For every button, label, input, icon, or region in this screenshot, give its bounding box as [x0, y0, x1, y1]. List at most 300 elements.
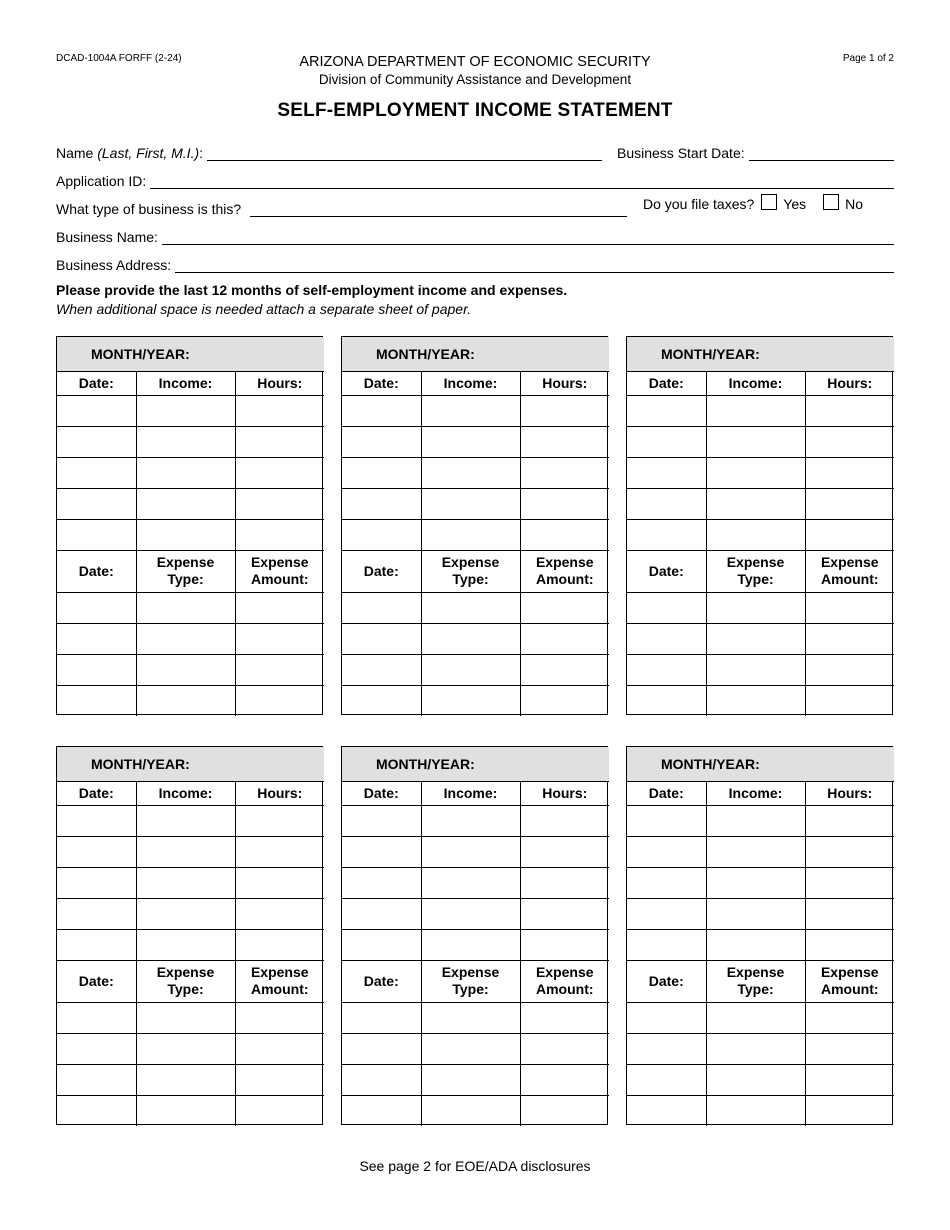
income-cell[interactable]: [421, 898, 520, 929]
expense-type-cell[interactable]: [136, 1002, 235, 1033]
name-input[interactable]: [207, 145, 606, 160]
expense-row: [57, 1095, 324, 1126]
business-type-line: [250, 200, 627, 217]
date-cell[interactable]: [57, 395, 136, 426]
income-header: Income:: [421, 371, 520, 395]
name-line: [207, 144, 602, 161]
month-year-row: [627, 337, 894, 371]
income-cell[interactable]: [136, 898, 235, 929]
date-cell[interactable]: [627, 519, 706, 550]
expense-type-cell[interactable]: [421, 623, 520, 654]
expense-row: [342, 685, 609, 716]
expense-amount-header: [520, 960, 609, 1002]
hours-cell[interactable]: [805, 488, 894, 519]
business-type-label: What type of business is this?: [56, 201, 242, 217]
expense-type-header-line2: Type:: [452, 571, 489, 587]
expense-date-cell[interactable]: [342, 1095, 421, 1126]
hours-cell[interactable]: [235, 929, 324, 960]
income-cell[interactable]: [706, 395, 805, 426]
income-cell[interactable]: [421, 519, 520, 550]
income-cell[interactable]: [706, 898, 805, 929]
hours-cell[interactable]: [235, 488, 324, 519]
file-taxes-yes-checkbox[interactable]: [761, 194, 777, 210]
date-cell[interactable]: [57, 805, 136, 836]
expense-amount-cell[interactable]: [805, 1033, 894, 1064]
income-row: [627, 519, 894, 550]
business-name-row: [56, 225, 894, 245]
hours-cell[interactable]: [235, 898, 324, 929]
expense-date-cell[interactable]: [57, 592, 136, 623]
income-cell[interactable]: [136, 867, 235, 898]
month-year-row: [57, 337, 324, 371]
expense-date-cell[interactable]: [342, 592, 421, 623]
expense-date-cell[interactable]: [57, 1002, 136, 1033]
expense-date-cell[interactable]: [627, 1033, 706, 1064]
file-taxes-yes-label: Yes: [783, 196, 807, 212]
expense-row: [627, 685, 894, 716]
expense-type-cell[interactable]: [706, 592, 805, 623]
expense-amount-header-line1: Expense: [535, 964, 594, 980]
application-id-label: Application ID:: [56, 173, 147, 189]
expense-type-cell[interactable]: [136, 1033, 235, 1064]
name-row: [56, 141, 602, 161]
instructions: [56, 281, 567, 319]
income-cell[interactable]: [136, 836, 235, 867]
income-cell[interactable]: [421, 805, 520, 836]
income-row: [57, 488, 324, 519]
expense-date-cell[interactable]: [342, 1033, 421, 1064]
expense-type-cell[interactable]: [421, 1033, 520, 1064]
hours-cell[interactable]: [805, 426, 894, 457]
expense-row: [627, 623, 894, 654]
income-header: Income:: [136, 371, 235, 395]
income-cell[interactable]: [706, 867, 805, 898]
hours-cell[interactable]: [520, 805, 609, 836]
page-number: Page 1 of 2: [842, 53, 894, 64]
month-year-row: [57, 747, 324, 781]
month-table: [57, 747, 324, 1126]
month-year-row: [342, 337, 609, 371]
income-row: [627, 488, 894, 519]
income-row: [627, 426, 894, 457]
expense-type-cell[interactable]: [136, 1064, 235, 1095]
date-cell[interactable]: [57, 867, 136, 898]
income-row: [342, 488, 609, 519]
file-taxes-label: Do you file taxes?: [643, 196, 755, 212]
expense-row: [627, 1002, 894, 1033]
expense-type-cell[interactable]: [706, 623, 805, 654]
form-title: SELF-EMPLOYMENT INCOME STATEMENT: [277, 100, 673, 121]
expense-date-cell[interactable]: [627, 654, 706, 685]
expense-amount-cell[interactable]: [520, 1002, 609, 1033]
income-row: [627, 867, 894, 898]
income-cell[interactable]: [421, 836, 520, 867]
expense-date-header: Date:: [342, 960, 421, 1002]
name-label-hint: (Last, First, M.I.): [97, 145, 200, 161]
expense-date-header: Date:: [342, 550, 421, 592]
income-cell[interactable]: [421, 929, 520, 960]
expense-header-row: [627, 550, 894, 592]
month-table: [627, 747, 894, 1126]
expense-type-cell[interactable]: [706, 654, 805, 685]
expense-date-cell[interactable]: [627, 1064, 706, 1095]
date-cell[interactable]: [342, 929, 421, 960]
expense-type-cell[interactable]: [421, 654, 520, 685]
income-header: Income:: [706, 371, 805, 395]
date-header: Date:: [342, 371, 421, 395]
name-label: [56, 145, 207, 161]
expense-date-cell[interactable]: [627, 1095, 706, 1126]
income-cell[interactable]: [706, 519, 805, 550]
expense-date-cell[interactable]: [342, 623, 421, 654]
expense-type-cell[interactable]: [706, 1033, 805, 1064]
income-cell[interactable]: [706, 836, 805, 867]
hours-cell[interactable]: [805, 805, 894, 836]
month-year-label[interactable]: MONTH/YEAR:: [627, 747, 894, 781]
expense-type-header-line1: Expense: [441, 554, 500, 570]
business-address-input[interactable]: [175, 257, 898, 272]
expense-date-cell[interactable]: [627, 1002, 706, 1033]
expense-amount-cell[interactable]: [235, 1064, 324, 1095]
income-cell[interactable]: [421, 426, 520, 457]
expense-date-cell[interactable]: [342, 1064, 421, 1095]
income-row: [342, 929, 609, 960]
business-name-line: [162, 228, 894, 245]
hours-cell[interactable]: [235, 836, 324, 867]
expense-type-header-line1: Expense: [726, 554, 785, 570]
expense-row: [342, 623, 609, 654]
date-cell[interactable]: [627, 836, 706, 867]
date-cell[interactable]: [57, 488, 136, 519]
date-cell[interactable]: [342, 426, 421, 457]
expense-type-cell[interactable]: [421, 685, 520, 716]
month-block: [56, 336, 323, 715]
income-cell[interactable]: [421, 457, 520, 488]
date-cell[interactable]: [57, 426, 136, 457]
income-row: [57, 457, 324, 488]
expense-amount-cell[interactable]: [520, 1095, 609, 1126]
income-cell[interactable]: [136, 395, 235, 426]
month-year-label[interactable]: MONTH/YEAR:: [342, 747, 609, 781]
month-block: [626, 336, 893, 715]
month-year-label[interactable]: MONTH/YEAR:: [57, 337, 324, 371]
application-id-input[interactable]: [150, 173, 898, 188]
expense-date-cell[interactable]: [627, 623, 706, 654]
expense-amount-cell[interactable]: [805, 1095, 894, 1126]
expense-amount-cell[interactable]: [235, 1002, 324, 1033]
expense-date-cell[interactable]: [342, 1002, 421, 1033]
income-row: [57, 836, 324, 867]
income-cell[interactable]: [706, 488, 805, 519]
expense-amount-header-line1: Expense: [820, 964, 879, 980]
expense-amount-header-line2: Amount:: [820, 571, 879, 587]
hours-cell[interactable]: [520, 457, 609, 488]
income-header-row: [57, 371, 324, 395]
income-cell[interactable]: [136, 457, 235, 488]
date-cell[interactable]: [57, 929, 136, 960]
name-label-text: Name: [56, 145, 98, 161]
income-cell[interactable]: [706, 457, 805, 488]
income-header: Income:: [706, 781, 805, 805]
income-row: [57, 898, 324, 929]
date-cell[interactable]: [342, 836, 421, 867]
expense-type-header: [421, 960, 520, 1002]
income-cell[interactable]: [136, 519, 235, 550]
footer-note: See page 2 for EOE/ADA disclosures: [359, 1158, 591, 1174]
income-cell[interactable]: [136, 488, 235, 519]
expense-row: [342, 1064, 609, 1095]
income-row: [57, 867, 324, 898]
hours-cell[interactable]: [520, 519, 609, 550]
hours-cell[interactable]: [235, 457, 324, 488]
expense-amount-cell[interactable]: [235, 623, 324, 654]
expense-amount-header-line2: Amount:: [820, 981, 879, 997]
income-row: [627, 929, 894, 960]
expense-amount-cell[interactable]: [235, 1095, 324, 1126]
hours-cell[interactable]: [520, 898, 609, 929]
expense-type-header-line1: Expense: [156, 554, 215, 570]
date-cell[interactable]: [57, 898, 136, 929]
hours-cell[interactable]: [805, 929, 894, 960]
expense-type-cell[interactable]: [706, 1002, 805, 1033]
expense-amount-cell[interactable]: [235, 1033, 324, 1064]
file-taxes-group: [643, 196, 863, 212]
business-name-input[interactable]: [162, 229, 898, 244]
expense-row: [57, 1064, 324, 1095]
expense-row: [57, 1002, 324, 1033]
hours-cell[interactable]: [805, 898, 894, 929]
expense-amount-cell[interactable]: [805, 685, 894, 716]
expense-date-cell[interactable]: [57, 685, 136, 716]
income-row: [57, 395, 324, 426]
expense-amount-cell[interactable]: [805, 623, 894, 654]
expense-row: [342, 1033, 609, 1064]
expense-amount-cell[interactable]: [805, 592, 894, 623]
expense-amount-cell[interactable]: [805, 1064, 894, 1095]
income-row: [57, 519, 324, 550]
expense-header-row: [627, 960, 894, 1002]
income-cell[interactable]: [421, 395, 520, 426]
income-row: [342, 457, 609, 488]
expense-type-header-line1: Expense: [441, 964, 500, 980]
income-cell[interactable]: [136, 929, 235, 960]
date-cell[interactable]: [57, 836, 136, 867]
name-label-colon: :: [199, 145, 204, 161]
expense-amount-header: [235, 550, 324, 592]
month-block: [341, 746, 608, 1125]
expense-date-cell[interactable]: [57, 1033, 136, 1064]
form-id: DCAD-1004A FORFF (2-24): [56, 53, 182, 64]
hours-cell[interactable]: [805, 519, 894, 550]
expense-row: [342, 654, 609, 685]
date-header: Date:: [627, 781, 706, 805]
hours-cell[interactable]: [235, 395, 324, 426]
expense-date-cell[interactable]: [627, 685, 706, 716]
expense-amount-cell[interactable]: [520, 623, 609, 654]
expense-amount-cell[interactable]: [235, 654, 324, 685]
hours-cell[interactable]: [235, 867, 324, 898]
expense-type-cell[interactable]: [421, 1064, 520, 1095]
date-cell[interactable]: [627, 457, 706, 488]
expense-amount-cell[interactable]: [520, 685, 609, 716]
expense-row: [627, 1095, 894, 1126]
month-table: [57, 337, 324, 716]
income-row: [342, 805, 609, 836]
hours-cell[interactable]: [805, 836, 894, 867]
expense-type-header: [421, 550, 520, 592]
income-cell[interactable]: [706, 426, 805, 457]
expense-amount-header-line1: Expense: [250, 964, 309, 980]
expense-amount-header: [805, 550, 894, 592]
expense-type-cell[interactable]: [136, 623, 235, 654]
business-start-input[interactable]: [749, 145, 898, 160]
hours-cell[interactable]: [805, 867, 894, 898]
expense-amount-cell[interactable]: [520, 592, 609, 623]
expense-header-row: [57, 550, 324, 592]
month-block: [56, 746, 323, 1125]
income-row: [342, 867, 609, 898]
agency-header: [0, 53, 950, 89]
month-table: [342, 747, 609, 1126]
expense-type-cell[interactable]: [136, 1095, 235, 1126]
hours-cell[interactable]: [805, 457, 894, 488]
date-cell[interactable]: [627, 898, 706, 929]
expense-date-header: Date:: [627, 960, 706, 1002]
hours-cell[interactable]: [235, 805, 324, 836]
income-header-row: [627, 781, 894, 805]
date-cell[interactable]: [57, 519, 136, 550]
income-cell[interactable]: [706, 805, 805, 836]
date-cell[interactable]: [627, 488, 706, 519]
expense-type-header: [706, 550, 805, 592]
expense-date-cell[interactable]: [57, 654, 136, 685]
income-cell[interactable]: [421, 488, 520, 519]
business-type-input[interactable]: [250, 201, 631, 216]
date-cell[interactable]: [627, 805, 706, 836]
date-cell[interactable]: [627, 867, 706, 898]
expense-date-cell[interactable]: [57, 623, 136, 654]
expense-amount-header: [805, 960, 894, 1002]
expense-date-cell[interactable]: [342, 654, 421, 685]
expense-amount-cell[interactable]: [235, 592, 324, 623]
date-cell[interactable]: [57, 457, 136, 488]
hours-cell[interactable]: [520, 426, 609, 457]
date-header: Date:: [57, 781, 136, 805]
hours-cell[interactable]: [520, 867, 609, 898]
income-cell[interactable]: [136, 426, 235, 457]
date-cell[interactable]: [342, 395, 421, 426]
expense-row: [57, 592, 324, 623]
month-year-row: [342, 747, 609, 781]
month-table: [342, 337, 609, 716]
expense-amount-cell[interactable]: [235, 685, 324, 716]
date-cell[interactable]: [342, 457, 421, 488]
date-cell[interactable]: [342, 519, 421, 550]
hours-cell[interactable]: [235, 519, 324, 550]
expense-type-header-line2: Type:: [737, 981, 774, 997]
expense-type-cell[interactable]: [136, 592, 235, 623]
month-year-label[interactable]: MONTH/YEAR:: [57, 747, 324, 781]
date-cell[interactable]: [342, 488, 421, 519]
expense-type-cell[interactable]: [136, 654, 235, 685]
expense-type-header-line2: Type:: [167, 981, 204, 997]
expense-header-row: [342, 550, 609, 592]
date-header: Date:: [342, 781, 421, 805]
expense-type-cell[interactable]: [421, 592, 520, 623]
expense-type-cell[interactable]: [706, 685, 805, 716]
expense-type-cell[interactable]: [706, 1064, 805, 1095]
expense-amount-header-line2: Amount:: [535, 571, 594, 587]
income-row: [342, 898, 609, 929]
date-cell[interactable]: [342, 805, 421, 836]
income-row: [627, 395, 894, 426]
application-id-line: [150, 172, 894, 189]
expense-type-cell[interactable]: [136, 685, 235, 716]
hours-cell[interactable]: [520, 929, 609, 960]
month-year-label[interactable]: MONTH/YEAR:: [627, 337, 894, 371]
expense-amount-header: [235, 960, 324, 1002]
income-cell[interactable]: [706, 929, 805, 960]
hours-cell[interactable]: [520, 488, 609, 519]
hours-cell[interactable]: [520, 395, 609, 426]
date-cell[interactable]: [342, 867, 421, 898]
date-cell[interactable]: [342, 898, 421, 929]
expense-date-cell[interactable]: [57, 1095, 136, 1126]
expense-row: [627, 1033, 894, 1064]
expense-amount-header: [520, 550, 609, 592]
month-block: [341, 336, 608, 715]
expense-amount-cell[interactable]: [520, 654, 609, 685]
application-id-row: [56, 169, 894, 189]
hours-header: Hours:: [520, 371, 609, 395]
hours-cell[interactable]: [520, 836, 609, 867]
date-cell[interactable]: [627, 395, 706, 426]
income-row: [627, 836, 894, 867]
file-taxes-no-checkbox[interactable]: [823, 194, 839, 210]
expense-row: [342, 592, 609, 623]
expense-date-cell[interactable]: [342, 685, 421, 716]
date-cell[interactable]: [627, 426, 706, 457]
month-block: [626, 746, 893, 1125]
income-header-row: [342, 781, 609, 805]
expense-amount-cell[interactable]: [520, 1033, 609, 1064]
expense-row: [627, 1064, 894, 1095]
hours-cell[interactable]: [805, 395, 894, 426]
business-type-row: [56, 197, 627, 217]
expense-type-cell[interactable]: [421, 1095, 520, 1126]
hours-cell[interactable]: [235, 426, 324, 457]
income-row: [57, 426, 324, 457]
expense-amount-cell[interactable]: [805, 1002, 894, 1033]
date-cell[interactable]: [627, 929, 706, 960]
expense-row: [57, 623, 324, 654]
expense-amount-header-line1: Expense: [535, 554, 594, 570]
expense-amount-cell[interactable]: [805, 654, 894, 685]
division-name: Division of Community Assistance and Development: [318, 72, 632, 87]
expense-type-cell[interactable]: [706, 1095, 805, 1126]
income-header-row: [57, 781, 324, 805]
expense-date-cell[interactable]: [57, 1064, 136, 1095]
income-header: Income:: [136, 781, 235, 805]
income-cell[interactable]: [421, 867, 520, 898]
income-cell[interactable]: [136, 805, 235, 836]
expense-amount-cell[interactable]: [520, 1064, 609, 1095]
expense-amount-header-line2: Amount:: [250, 571, 309, 587]
expense-type-cell[interactable]: [421, 1002, 520, 1033]
expense-type-header: [706, 960, 805, 1002]
month-year-label[interactable]: MONTH/YEAR:: [342, 337, 609, 371]
expense-date-cell[interactable]: [627, 592, 706, 623]
